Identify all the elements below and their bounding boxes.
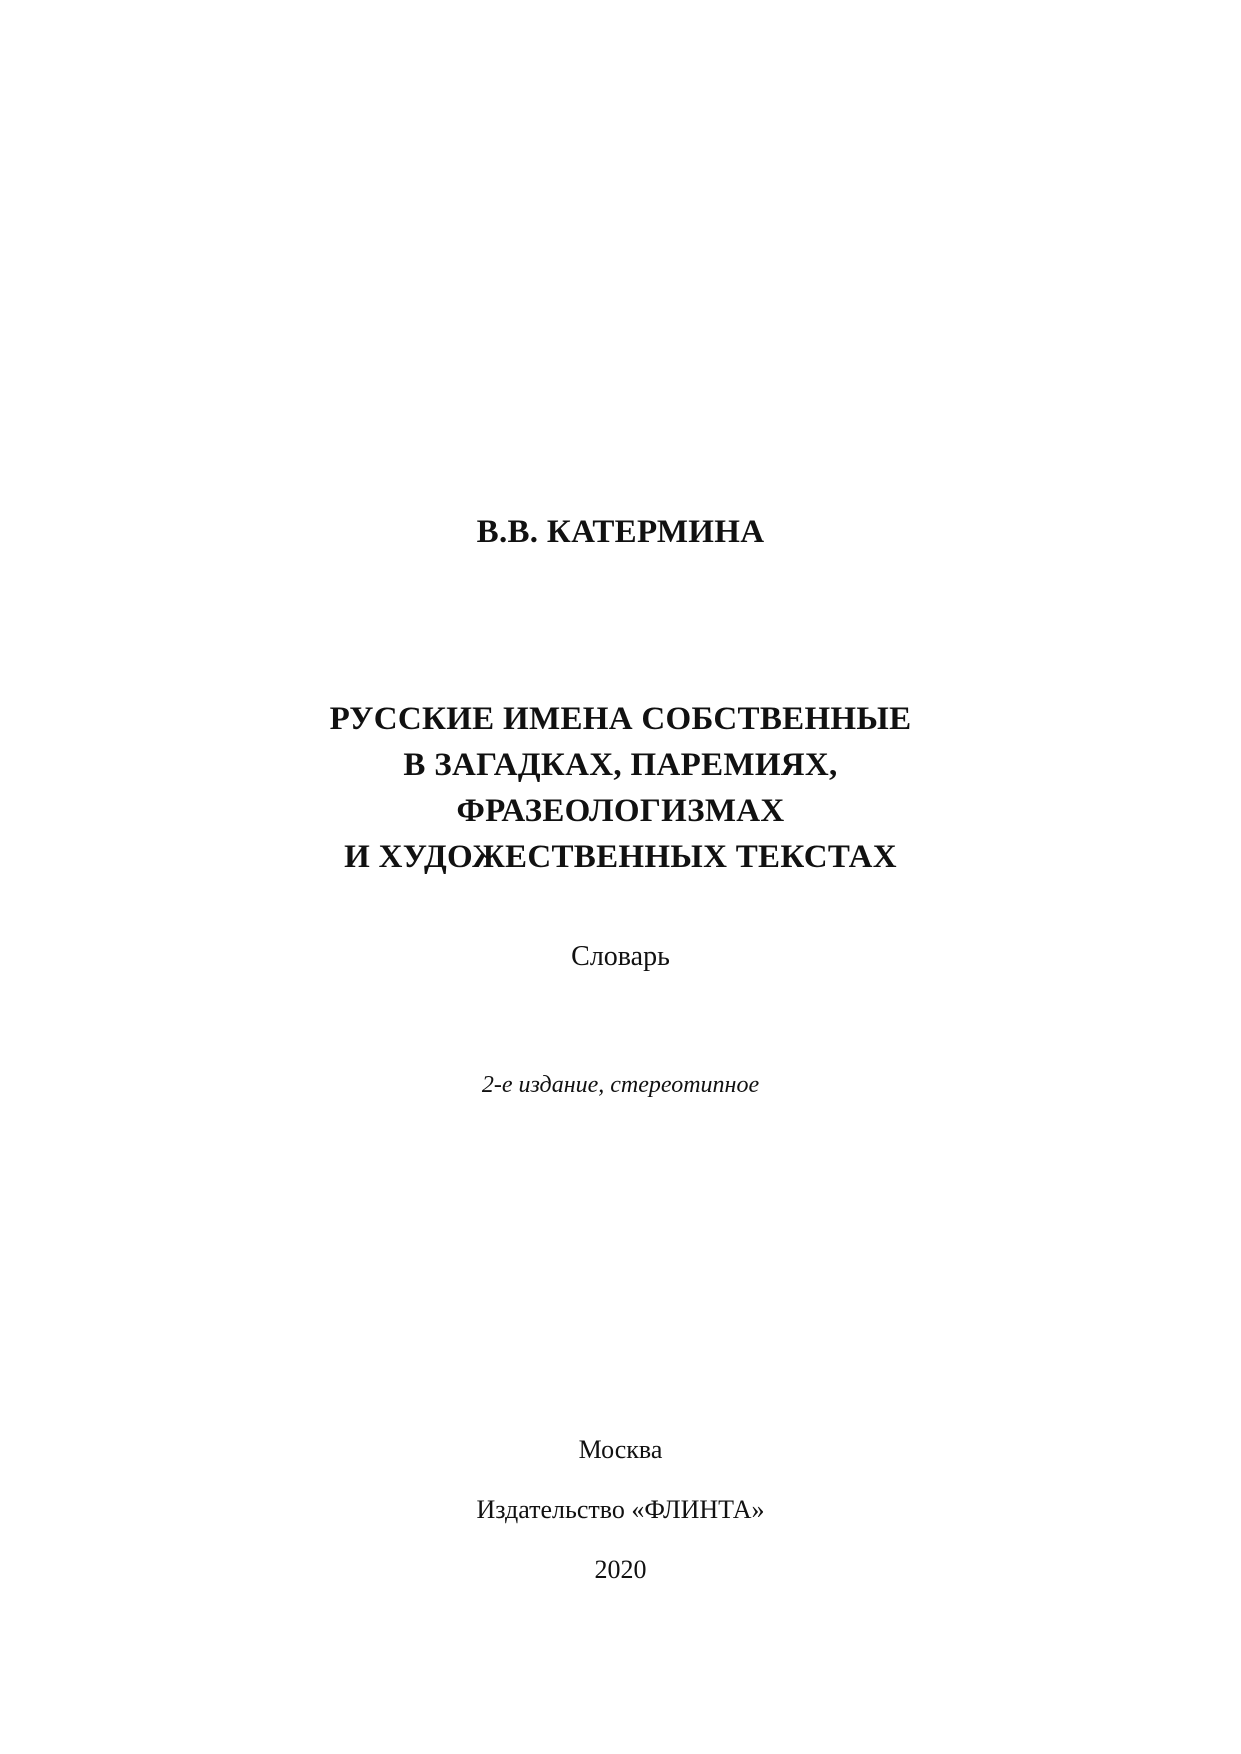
book-title-line-2: В ЗАГАДКАХ, ПАРЕМИЯХ, — [403, 747, 838, 783]
imprint — [0, 1420, 1241, 1600]
book-title — [0, 696, 1241, 880]
imprint-city: Москва — [578, 1435, 663, 1464]
author-name: В.В. КАТЕРМИНА — [476, 514, 765, 550]
genre-label: Словарь — [571, 941, 670, 972]
edition-note: 2-е издание, стереотипное — [481, 1072, 760, 1098]
book-title-line-3: ФРАЗЕОЛОГИЗМАХ — [456, 793, 785, 829]
book-title-line-4: И ХУДОЖЕСТВЕННЫХ ТЕКСТАХ — [344, 839, 897, 875]
imprint-publisher: Издательство «ФЛИНТА» — [476, 1495, 765, 1524]
imprint-year: 2020 — [594, 1555, 647, 1584]
book-title-line-1: РУССКИЕ ИМЕНА СОБСТВЕННЫЕ — [329, 701, 912, 737]
